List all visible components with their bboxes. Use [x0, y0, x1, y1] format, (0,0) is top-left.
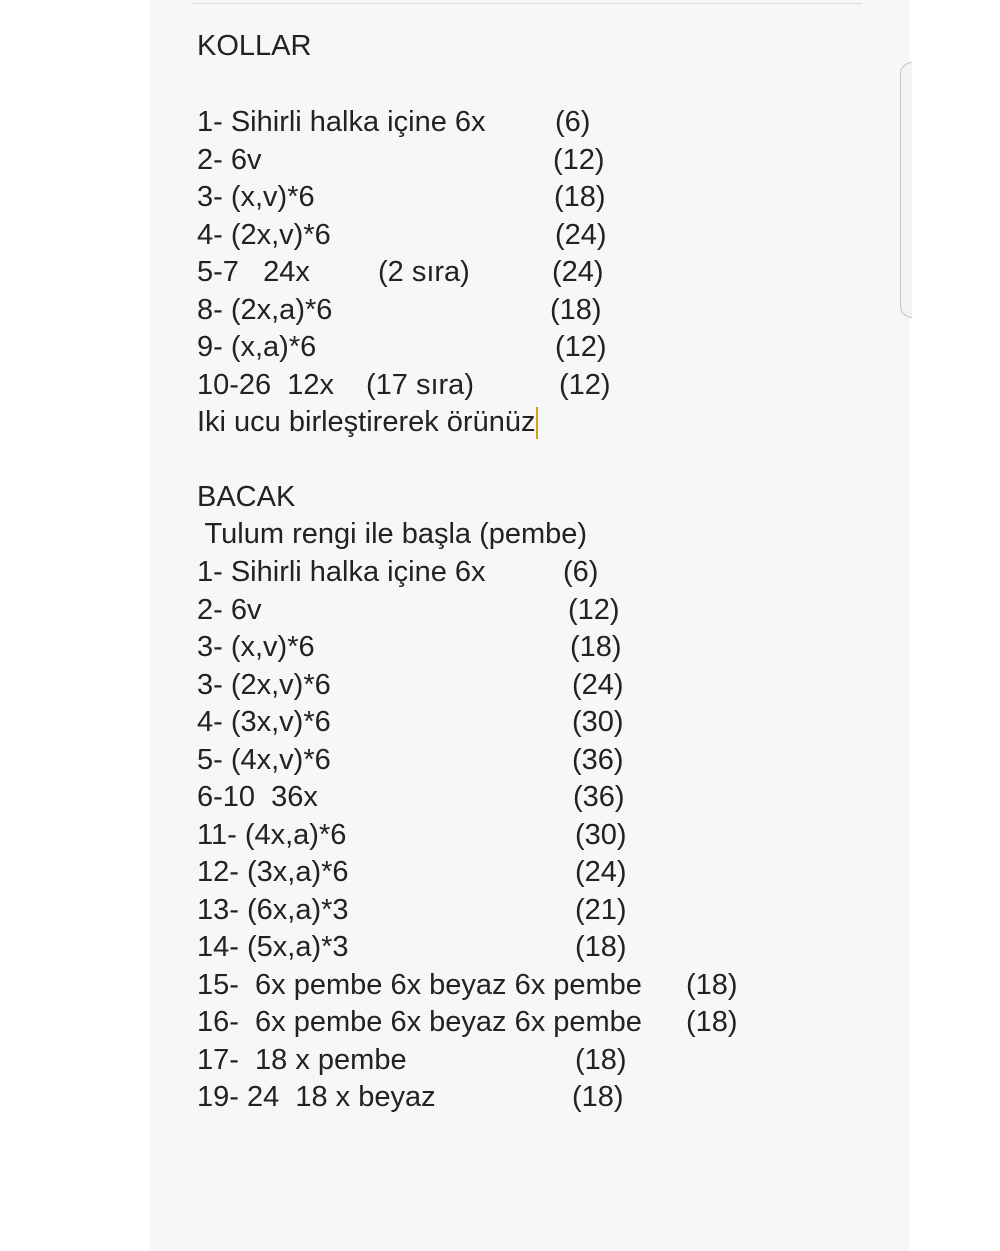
list-item	[197, 329, 877, 367]
row-step: 14- (5x,a)*3	[197, 931, 349, 963]
list-item	[197, 179, 877, 217]
left-margin	[0, 0, 150, 1251]
row-count: (18)	[572, 1081, 624, 1113]
row-count: (6)	[555, 106, 591, 138]
row-step: 10-26 12x	[197, 368, 335, 401]
text-cursor	[536, 407, 538, 439]
row-step: 3- (x,v)*6	[197, 631, 315, 663]
row-count: (24)	[572, 668, 624, 701]
row-count: (21)	[575, 893, 627, 926]
row-count: (24)	[575, 856, 627, 888]
row-step: 4- (2x,v)*6	[197, 218, 331, 251]
row-step: 15- 6x pembe 6x beyaz 6x pembe	[197, 968, 642, 1001]
scrollbar-handle[interactable]	[900, 62, 912, 318]
row-count: (12)	[559, 368, 611, 401]
row-count: (6)	[563, 556, 599, 588]
row-count: (12)	[553, 143, 605, 176]
row-count: (36)	[573, 781, 625, 813]
list-item	[197, 704, 877, 742]
closing-text: Iki ucu birleştirerek örünüz	[197, 406, 536, 438]
row-step: 5- (4x,v)*6	[197, 743, 331, 776]
bacak-title: BACAK	[197, 481, 296, 513]
list-item	[197, 667, 877, 705]
row-step: 1- Sihirli halka içine 6x	[197, 556, 486, 588]
row-count: (18)	[554, 181, 606, 213]
row-count: (24)	[555, 218, 607, 251]
row-step: 4- (3x,v)*6	[197, 706, 331, 738]
kollar-title: KOLLAR	[197, 30, 312, 62]
row-step: 5-7 24x	[197, 256, 310, 288]
list-item	[197, 254, 877, 292]
list-item	[197, 292, 877, 330]
row-count: (24)	[552, 256, 604, 288]
row-step: 1- Sihirli halka içine 6x	[197, 106, 486, 138]
row-count: (30)	[572, 706, 624, 738]
row-note: (2 sıra)	[378, 256, 470, 288]
row-step: 9- (x,a)*6	[197, 331, 317, 363]
row-count: (30)	[575, 818, 627, 851]
row-step: 13- (6x,a)*3	[197, 893, 349, 926]
row-step: 17- 18 x pembe	[197, 1043, 407, 1076]
list-item	[197, 629, 877, 667]
row-step: 3- (x,v)*6	[197, 181, 315, 213]
row-step: 2- 6v	[197, 143, 262, 176]
row-count: (18)	[686, 968, 738, 1001]
list-item	[197, 367, 877, 405]
row-step: 11- (4x,a)*6	[197, 818, 347, 851]
row-count: (12)	[555, 331, 607, 363]
row-step: 19- 24 18 x beyaz	[197, 1081, 436, 1113]
row-step: 16- 6x pembe 6x beyaz 6x pembe	[197, 1006, 642, 1038]
row-count: (18)	[575, 1043, 627, 1076]
list-item	[197, 817, 877, 855]
top-divider	[192, 3, 862, 4]
list-item	[197, 1004, 877, 1042]
list-item	[197, 892, 877, 930]
row-count: (36)	[572, 743, 624, 776]
row-step: 12- (3x,a)*6	[197, 856, 349, 888]
list-item	[197, 592, 877, 630]
row-count: (18)	[570, 631, 622, 663]
row-step: 8- (2x,a)*6	[197, 293, 333, 326]
row-count: (18)	[686, 1006, 738, 1038]
row-count: (18)	[575, 931, 627, 963]
row-note: (17 sıra)	[366, 368, 474, 401]
bacak-subtitle: Tulum rengi ile başla (pembe)	[197, 518, 588, 550]
list-item	[197, 967, 877, 1005]
list-item	[197, 1079, 877, 1117]
row-count: (18)	[550, 293, 602, 326]
row-step: 2- 6v	[197, 593, 262, 626]
list-item	[197, 1042, 877, 1080]
list-item	[197, 854, 877, 892]
closing-line	[197, 404, 877, 442]
list-item	[197, 217, 877, 255]
list-item	[197, 104, 877, 142]
row-step: 3- (2x,v)*6	[197, 668, 331, 701]
list-item	[197, 742, 877, 780]
list-item	[197, 554, 877, 592]
list-item	[197, 142, 877, 180]
row-count: (12)	[568, 593, 620, 626]
list-item	[197, 929, 877, 967]
row-step: 6-10 36x	[197, 781, 318, 813]
list-item	[197, 779, 877, 817]
